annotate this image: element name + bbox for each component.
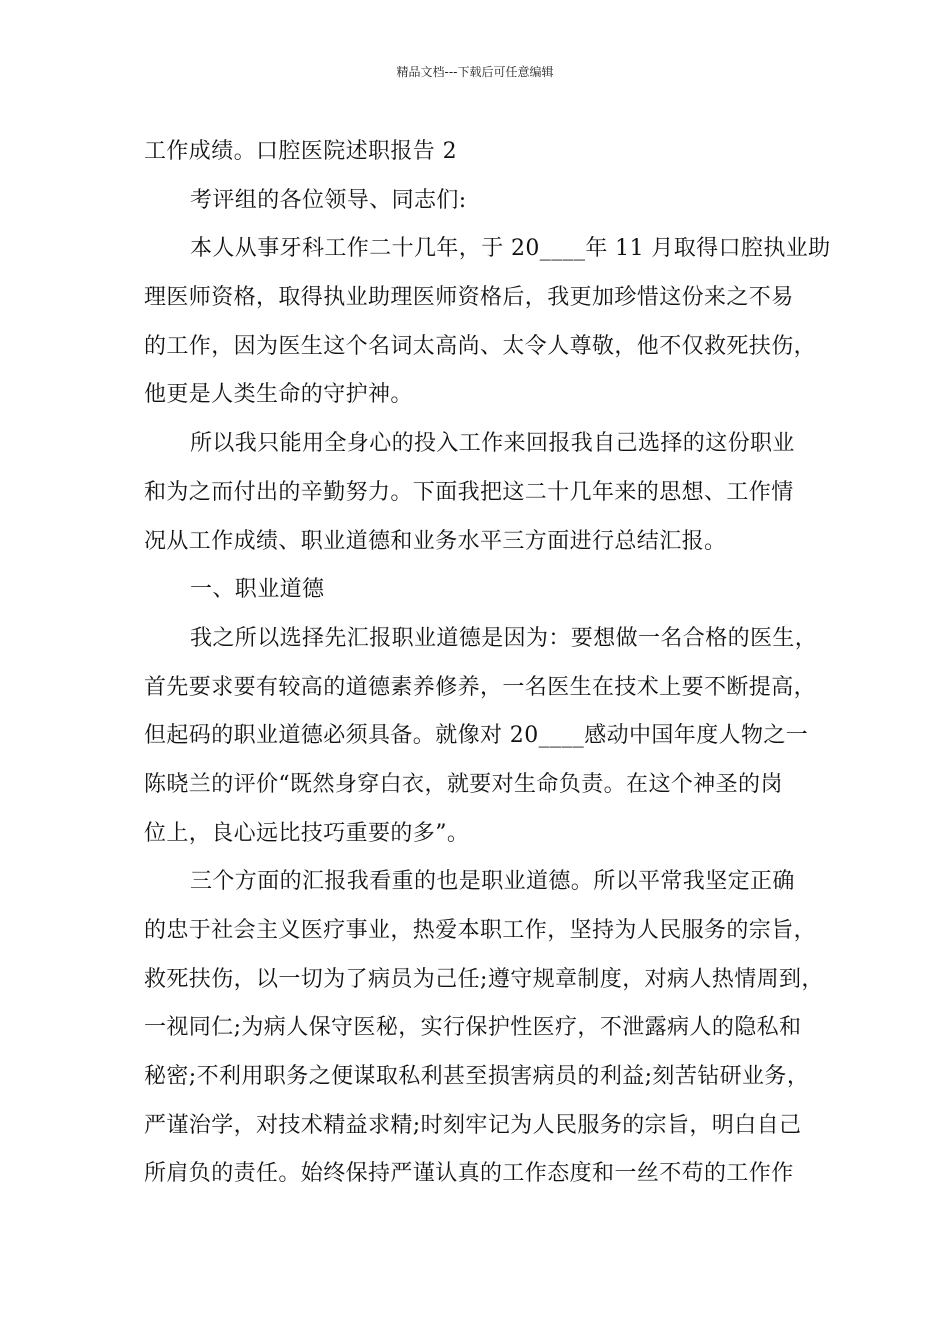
text-line: 陈晓兰的评价“既然身穿白衣，就要对生命负责。在这个神圣的岗 (144, 771, 783, 797)
text-line: 况从工作成绩、职业道德和业务水平三方面进行总结汇报。 (144, 528, 727, 554)
text-line: 考评组的各位领导、同志们: (190, 187, 467, 213)
text-line: 工作成绩。口腔医院述职报告 2 (144, 139, 457, 164)
text-line: 但起码的职业道德必须具备。就像对 20____感动中国年度人物之一 (144, 723, 809, 749)
text-line: 一视同仁;为病人保守医秘，实行保护性医疗，不泄露病人的隐私和 (144, 1015, 802, 1041)
text-line: 我之所以选择先汇报职业道德是因为：要想做一名合格的医生， (190, 625, 818, 651)
section-heading: 一、职业道德 (190, 577, 325, 603)
page-header: 精品文档---下载后可任意编辑 (396, 65, 554, 79)
text-line: 秘密;不利用职务之便谋取私利甚至损害病员的利益;刻苦钻研业务， (144, 1064, 810, 1090)
text-line: 理医师资格，取得执业助理医师资格后，我更加珍惜这份来之不易 (144, 285, 794, 311)
text-line: 的忠于社会主义医疗事业，热爱本职工作，坚持为人民服务的宗旨， (144, 918, 817, 943)
text-line: 本人从事牙科工作二十几年，于 20____年 11 月取得口腔执业助 (190, 236, 831, 262)
text-line: 的工作，因为医生这个名词太高尚、太令人尊敬，他不仅救死扶伤， (144, 333, 817, 359)
text-line: 他更是人类生命的守护神。 (144, 382, 413, 408)
text-line: 三个方面的汇报我看重的也是职业道德。所以平常我坚定正确 (190, 869, 795, 895)
text-line: 首先要求要有较高的道德素养修养，一名医生在技术上要不断提高， (144, 674, 817, 700)
text-line: 所肩负的责任。始终保持严谨认真的工作态度和一丝不苟的工作作 (144, 1161, 794, 1187)
document-body (144, 128, 831, 1199)
text-line: 和为之而付出的辛勤努力。下面我把这二十几年来的思想、工作情 (144, 479, 794, 505)
text-line: 所以我只能用全身心的投入工作来回报我自己选择的这份职业 (190, 431, 795, 457)
text-line: 救死扶伤，以一切为了病员为己任;遵守规章制度，对病人热情周到， (144, 966, 824, 992)
text-line: 位上，良心远比技巧重要的多”。 (144, 820, 470, 846)
text-line: 严谨治学，对技术精益求精;时刻牢记为人民服务的宗旨，明白自己 (144, 1112, 802, 1138)
